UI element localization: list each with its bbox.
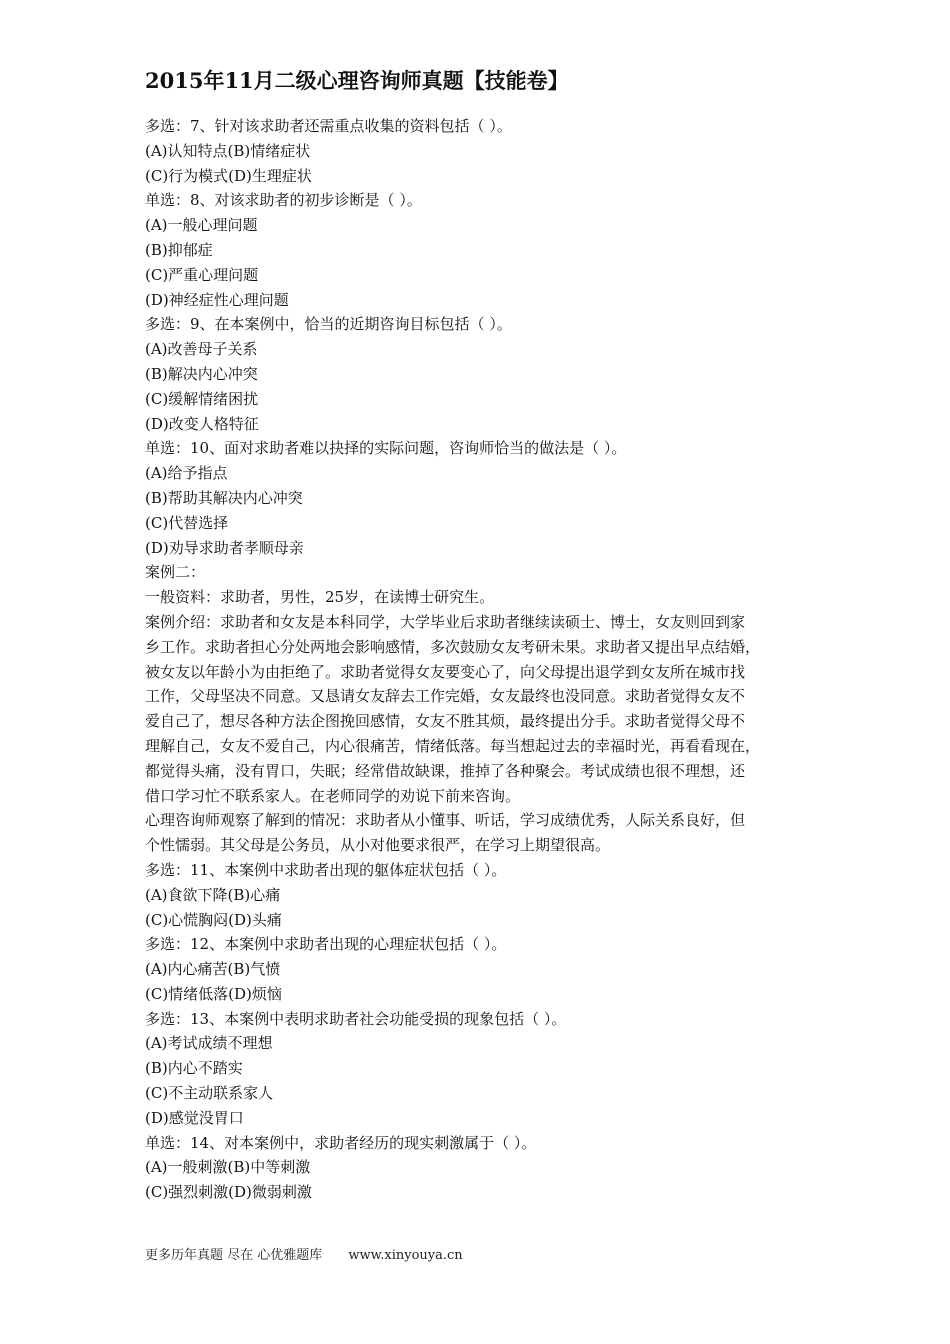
text-line: 多选：9、在本案例中，恰当的近期咨询目标包括（ ）。: [145, 315, 512, 334]
paragraph-line: 爱自己了，想尽各种方法企图挽回感情，女友不胜其烦，最终提出分手。求助者觉得父母不: [145, 712, 746, 731]
text-line: (C)不主动联系家人: [145, 1084, 274, 1103]
question-block-1: [145, 114, 815, 610]
paragraph-line: 都觉得头痛，没有胃口，失眠；经常借故缺课，推掉了各种聚会。考试成绩也很不理想，还: [145, 761, 746, 780]
text-line: (A)认知特点(B)情绪症状: [145, 141, 311, 160]
text-line: (D)改变人格特征: [145, 414, 259, 433]
text-line: (C)强烈刺激(D)微弱刺激: [145, 1183, 312, 1202]
page-footer: [145, 1246, 463, 1266]
paragraph-line: 工作，父母坚决不同意。又恳请女友辞去工作完婚，女友最终也没同意。求助者觉得女友不: [145, 687, 746, 706]
paragraph-line: 心理咨询师观察了解到的情况：求助者从小懂事、听话，学习成绩优秀，人际关系良好，但: [145, 811, 746, 830]
text-line: 多选：11、本案例中求助者出现的躯体症状包括（ ）。: [145, 860, 507, 879]
text-line: (B)解决内心冲突: [145, 364, 258, 383]
footer-text: 更多历年真题 尽在 心优雅题库: [145, 1248, 323, 1263]
text-line: (C)情绪低落(D)烦恼: [145, 984, 282, 1003]
text-line: (A)一般刺激(B)中等刺激: [145, 1158, 311, 1177]
paragraph-line: 理解自己，女友不爱自己，内心很痛苦，情绪低落。每当想起过去的幸福时光，再看看现在，: [145, 736, 761, 755]
observation-paragraph: [145, 808, 815, 858]
paragraph-line: 乡工作。求助者担心分处两地会影响感情，多次鼓励女友考研未果。求助者又提出早点结婚，: [145, 637, 761, 656]
text-line: (A)内心痛苦(B)气愤: [145, 960, 281, 979]
paragraph-line: 案例介绍：求助者和女友是本科同学，大学毕业后求助者继续读硕士、博士，女友则回到家: [145, 612, 746, 631]
text-line: (C)心慌胸闷(D)头痛: [145, 910, 282, 929]
text-line: (B)帮助其解决内心冲突: [145, 488, 303, 507]
question-block-2: [145, 858, 815, 1205]
text-line: 单选：8、对该求助者的初步诊断是（ ）。: [145, 191, 422, 210]
document-page: [145, 66, 815, 1205]
text-line: 一般资料：求助者，男性，25岁，在读博士研究生。: [145, 588, 495, 607]
text-line: (B)抑郁症: [145, 240, 213, 259]
text-line: (D)劝导求助者孝顺母亲: [145, 538, 304, 557]
text-line: (D)感觉没胃口: [145, 1108, 244, 1127]
text-line: (A)食欲下降(B)心痛: [145, 885, 281, 904]
case-intro-paragraph: [145, 610, 815, 808]
page-title: 2015年11月二级心理咨询师真题【技能卷】: [145, 68, 569, 93]
paragraph-line: 被女友以年龄小为由拒绝了。求助者觉得女友要变心了，向父母提出退学到女友所在城市找: [145, 662, 746, 681]
text-line: (D)神经症性心理问题: [145, 290, 289, 309]
text-line: 单选：10、面对求助者难以抉择的实际问题，咨询师恰当的做法是（ ）。: [145, 439, 627, 458]
text-line: (B)内心不踏实: [145, 1059, 243, 1078]
text-line: (A)考试成绩不理想: [145, 1034, 273, 1053]
text-line: 多选：12、本案例中求助者出现的心理症状包括（ ）。: [145, 935, 507, 954]
paragraph-line: 借口学习忙不联系家人。在老师同学的劝说下前来咨询。: [145, 786, 521, 805]
paragraph-line: 个性懦弱。其父母是公务员，从小对他要求很严，在学习上期望很高。: [145, 836, 611, 855]
text-line: (A)给予指点: [145, 464, 228, 483]
text-line: (A)一般心理问题: [145, 216, 258, 235]
text-line: 多选：7、针对该求助者还需重点收集的资料包括（ ）。: [145, 117, 512, 135]
text-line: (C)代替选择: [145, 513, 229, 532]
text-line: (C)行为模式(D)生理症状: [145, 166, 312, 185]
footer-url: www.xinyouya.cn: [348, 1248, 463, 1263]
text-line: (C)缓解情绪困扰: [145, 389, 259, 408]
text-line: (C)严重心理问题: [145, 265, 259, 284]
text-line: 单选：14、对本案例中，求助者经历的现实刺激属于（ ）。: [145, 1133, 537, 1152]
text-line: 多选：13、本案例中表明求助者社会功能受损的现象包括（ ）。: [145, 1009, 567, 1028]
text-line: (A)改善母子关系: [145, 340, 258, 359]
text-line: 案例二：: [145, 563, 206, 582]
